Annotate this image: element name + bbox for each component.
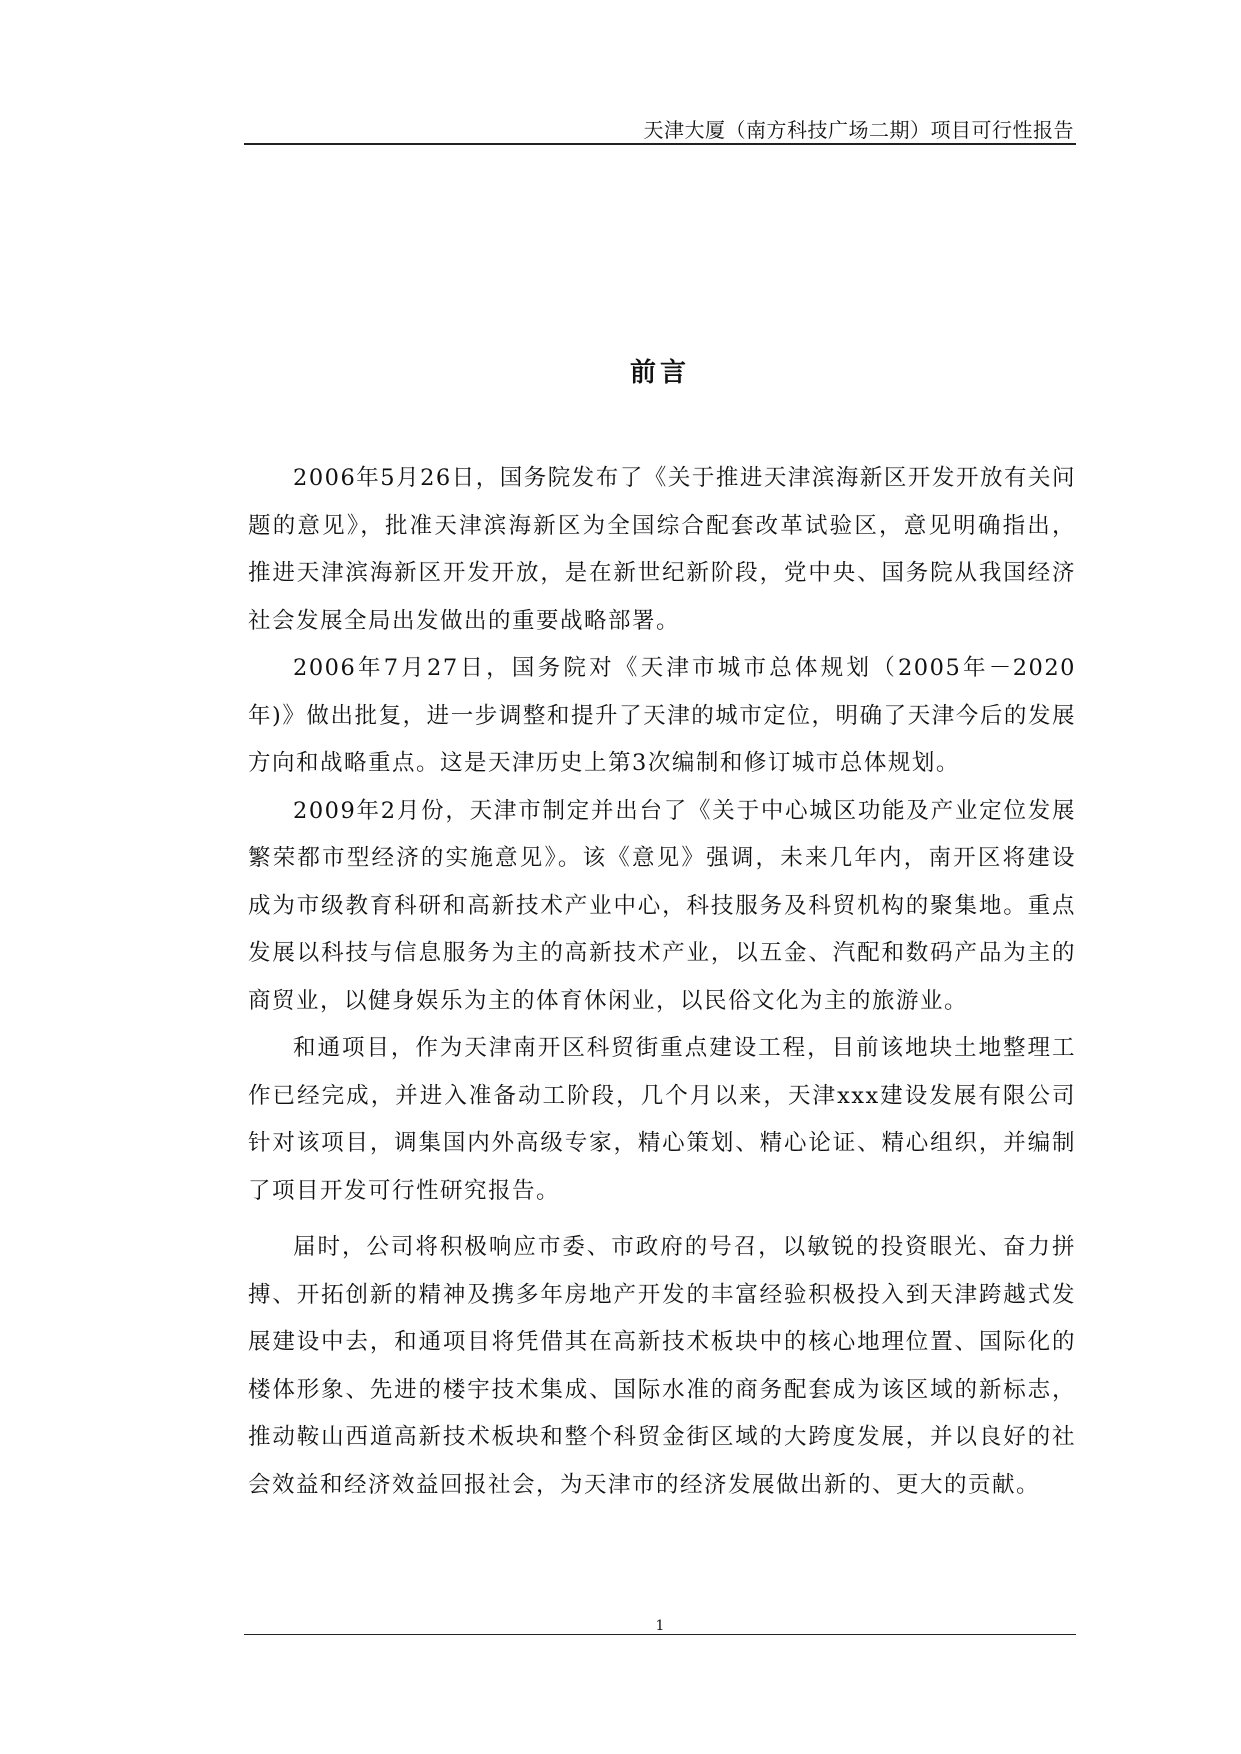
paragraph-1: 2006年5月26日，国务院发布了《关于推进天津滨海新区开发开放有关问题的意见》，批准天津滨海新区为全国综合配套改革试验区，意见明确指出，推进天津滨海新区开发开放，是在新世纪新阶段，党中央、国务院从我国经济社会发展全局出发做出的重要战略部署。 [248,465,1076,634]
running-header: 天津大厦（南方科技广场二期）项目可行性报告 [643,118,1074,142]
footer-divider [244,1634,1076,1635]
paragraph-3: 2009年2月份，天津市制定并出台了《关于中心城区功能及产业定位发展繁荣都市型经济的实施意见》。该《意见》强调，未来几年内，南开区将建设成为市级教育科研和高新技术产业中心，科技服务及科贸机构的聚集地。重点发展以科技与信息服务为主的高新技术产业，以五金、汽配和数码产品为主的商贸业，以健身娱乐为主的体育休闲业，以民俗文化为主的旅游业。 [248,797,1076,1014]
paragraph-5: 届时，公司将积极响应市委、市政府的号召，以敏锐的投资眼光、奋力拼搏、开拓创新的精神及携多年房地产开发的丰富经验积极投入到天津跨越式发展建设中去，和通项目将凭借其在高新技术板块中的核心地理位置、国际化的楼体形象、先进的楼宇技术集成、国际水准的商务配套成为该区域的新标志，推动鞍山西道高新技术板块和整个科贸金街区域的大跨度发展，并以良好的社会效益和经济效益回报社会，为天津市的经济发展做出新的、更大的贡献。 [248,1234,1076,1498]
page-number: 1 [655,1618,665,1634]
paragraph-2: 2006年7月27日，国务院对《天津市城市总体规划（2005年－2020年)》做出批复，进一步调整和提升了天津的城市定位，明确了天津今后的发展方向和战略重点。这是天津历史上第3次编制和修订城市总体规划。 [248,655,1076,776]
body-text [248,455,1076,1509]
header-divider [244,143,1076,145]
page-title: 前言 [629,358,690,388]
paragraph-4: 和通项目，作为天津南开区科贸街重点建设工程，目前该地块土地整理工作已经完成，并进入准备动工阶段，几个月以来，天津xxx建设发展有限公司针对该项目，调集国内外高级专家，精心策划、精心论证、精心组织，并编制了项目开发可行性研究报告。 [248,1035,1076,1204]
